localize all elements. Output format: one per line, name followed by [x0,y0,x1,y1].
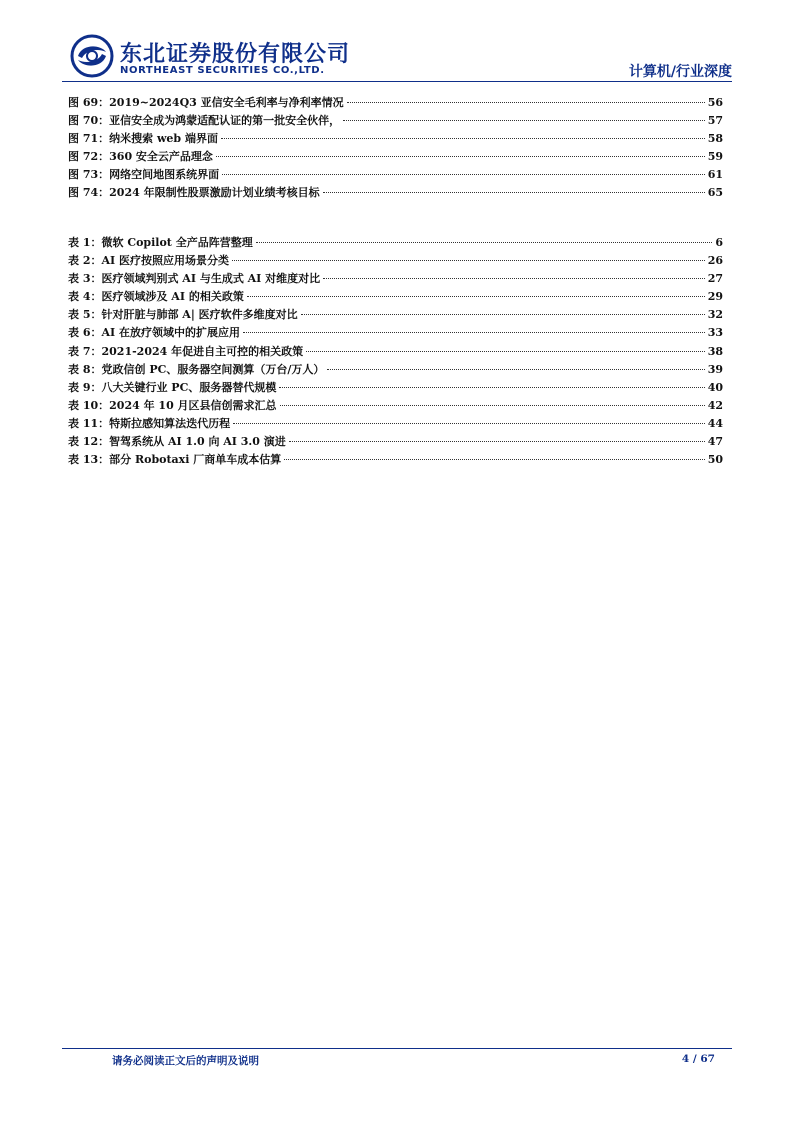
company-name-en: NORTHEAST SECURITIES CO.,LTD. [120,65,325,76]
toc-entry-page: 44 [707,416,723,430]
toc-entry[interactable] [68,306,723,324]
toc-entry-label: 图 72：360 安全云产品理念 [68,150,213,164]
toc-entry-page: 40 [707,380,723,394]
toc-leader [222,173,705,175]
toc-leader [247,295,705,297]
toc-leader [243,331,705,333]
toc-entry-label: 表 4：医疗领域涉及 AI 的相关政策 [68,290,244,304]
toc-entry-label: 图 71：纳米搜索 web 端界面 [68,132,218,146]
toc-entry-label: 图 70：亚信安全成为鸿蒙适配认证的第一批安全伙伴， [68,114,341,128]
toc-leader [221,137,705,139]
toc-entry-page: 29 [707,290,723,304]
toc-leader [327,368,704,370]
toc-entry-page: 56 [707,96,723,109]
toc-entry-label: 表 2：AI 医疗按照应用场景分类 [68,254,229,268]
toc-entry-label: 表 12：智驾系统从 AI 1.0 向 AI 3.0 演进 [68,435,286,449]
toc-entry-page: 26 [707,254,723,268]
toc-entry[interactable] [68,112,723,130]
toc-entry-page: 61 [707,168,723,182]
toc-entry-label: 表 3：医疗领域判别式 AI 与生成式 AI 对维度对比 [68,272,321,286]
toc-entry[interactable] [68,94,723,112]
toc-entry[interactable] [68,324,723,342]
toc-leader [301,313,705,315]
toc-entry[interactable] [68,379,723,397]
toc-entry-page: 42 [707,398,723,412]
company-logo-icon [70,34,114,78]
toc-leader [323,191,705,193]
toc-entry-label: 表 8：党政信创 PC、服务器空间测算（万台/万人） [68,362,325,376]
toc-leader [343,119,705,121]
disclaimer-note: 请务必阅读正文后的声明及说明 [112,1055,259,1067]
toc-entry-page: 33 [707,326,723,340]
toc-leader [306,350,705,352]
report-type: 计算机/行业深度 [628,64,732,80]
toc-leader [280,404,705,406]
toc-entry[interactable] [68,343,723,361]
toc-entry-page: 39 [707,362,723,376]
toc-leader [232,259,705,261]
figure-list [68,94,723,203]
toc-entry-label: 表 7：2021-2024 年促进自主可控的相关政策 [68,344,304,358]
toc-entry[interactable] [68,270,723,288]
toc-entry-label: 表 11：特斯拉感知算法迭代历程 [68,416,231,430]
toc-leader [289,440,705,442]
toc-entry[interactable] [68,415,723,433]
toc-entry-label: 表 5：针对肝脏与肺部 A| 医疗软件多维度对比 [68,308,298,322]
company-name-cn: 东北证券股份有限公司 [120,42,351,67]
toc-entry-page: 47 [707,435,723,449]
table-list [68,234,723,469]
toc-entry[interactable] [68,252,723,270]
toc-entry-label: 表 13：部分 Robotaxi 厂商单车成本估算 [68,453,282,467]
toc-entry-label: 图 74：2024 年限制性股票激励计划业绩考核目标 [68,186,320,200]
toc-entry[interactable] [68,361,723,379]
toc-entry-page: 57 [707,114,723,128]
toc-entry-page: 6 [715,236,723,249]
toc-entry-page: 32 [707,308,723,322]
toc-entry-label: 图 73：网络空间地图系统界面 [68,168,220,182]
toc-entry-page: 50 [707,453,723,467]
toc-entry-page: 38 [707,344,723,358]
toc-entry-page: 59 [707,150,723,164]
footer-divider [62,1048,732,1049]
toc-leader [279,386,704,388]
page-number: 4 / 67 [681,1053,715,1065]
toc-entry[interactable] [68,130,723,148]
page-header [62,28,732,80]
toc-entry[interactable] [68,451,723,469]
toc-entry[interactable] [68,288,723,306]
toc-leader [256,241,713,243]
toc-entry[interactable] [68,234,723,252]
toc-entry[interactable] [68,148,723,166]
header-divider [62,81,732,82]
toc-entry[interactable] [68,184,723,202]
toc-entry-page: 27 [707,272,723,286]
toc-leader [323,277,705,279]
toc-entry[interactable] [68,433,723,451]
toc-entry-label: 图 69：2019~2024Q3 亚信安全毛利率与净利率情况 [68,96,344,109]
toc-entry-label: 表 1：微软 Copilot 全产品阵营整理 [68,236,253,249]
toc-leader [233,422,705,424]
toc-entry[interactable] [68,166,723,184]
toc-entry-label: 表 6：AI 在放疗领域中的扩展应用 [68,326,240,340]
toc-entry-label: 表 9：八大关键行业 PC、服务器替代规模 [68,380,277,394]
toc-leader [284,458,704,460]
toc-entry-page: 65 [707,186,723,200]
toc-entry-label: 表 10：2024 年 10 月区县信创需求汇总 [68,398,277,412]
toc-entry-page: 58 [707,132,723,146]
toc-leader [216,155,705,157]
toc-entry[interactable] [68,397,723,415]
toc-leader [347,101,705,103]
